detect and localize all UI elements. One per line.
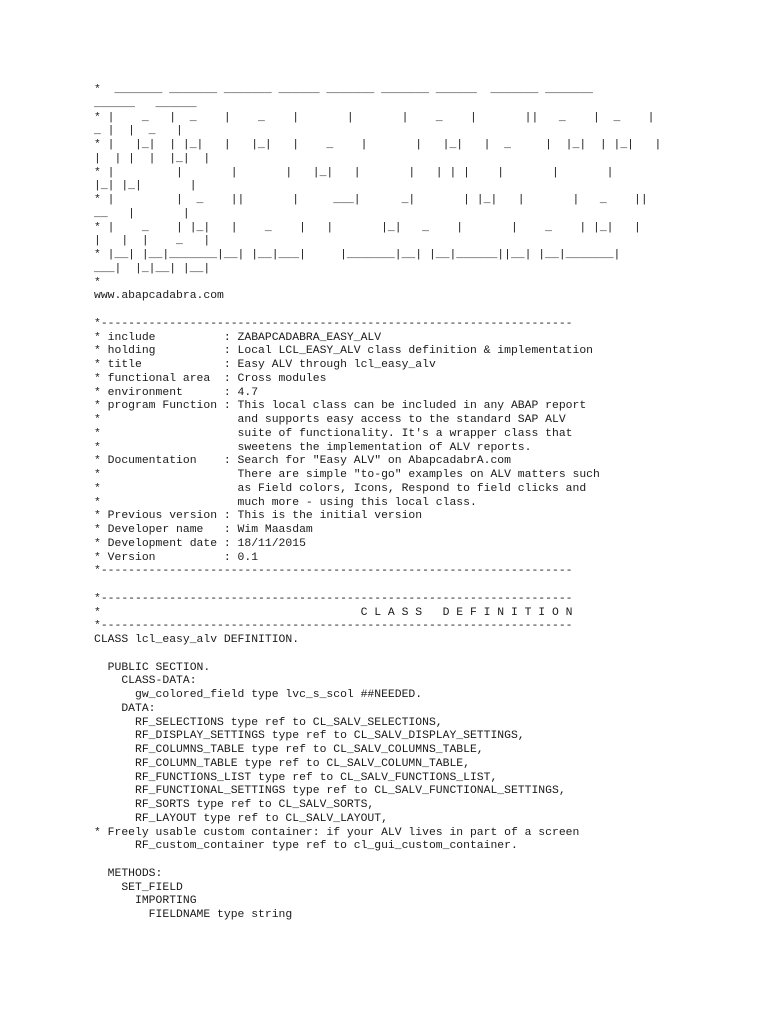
header-line: * much more - using this local class. — [94, 496, 477, 509]
banner-line: * |__| |__|_______|__| |__|___| |_______|__| |__|______||__| |__|_______| — [94, 249, 621, 261]
header-line: * holding : Local LCL_EASY_ALV class definition & implementation — [94, 345, 593, 358]
code-line: gw_colored_field type lvc_s_scol ##NEEDED. — [94, 689, 423, 701]
header-line: * program Function : This local class can be included in any ABAP report — [94, 400, 587, 413]
header-line: * Development date : 18/11/2015 — [94, 537, 306, 550]
code-line: CLASS-DATA: — [94, 675, 197, 688]
banner-line: * | | | | |_| | | | | | | | | — [94, 166, 614, 179]
code-line: FIELDNAME type string — [94, 909, 293, 921]
header-line: * Documentation : Search for "Easy ALV" on AbapcadabrA.com — [94, 455, 511, 468]
header-line: * Version : 0.1 — [94, 551, 259, 564]
header-line: * suite of functionality. It's a wrapper class that — [94, 427, 573, 440]
header-line: * Developer name : Wim Maasdam — [94, 524, 313, 536]
code-line: RF_COLUMNS_TABLE type ref to CL_SALV_COLUMNS_TABLE, — [94, 744, 484, 756]
code-line: PUBLIC SECTION. — [94, 661, 211, 674]
banner-line: __ | | — [94, 207, 190, 220]
code-line: METHODS: — [94, 867, 163, 880]
header-line: * as Field colors, Icons, Respond to field clicks and — [94, 482, 587, 495]
header-line: * sweetens the implementation of ALV reports. — [94, 441, 532, 454]
banner-line: * | _ | _ | _ | | | _ | || _ | _ | — [94, 111, 655, 124]
separator-line: *--------------------------------------------------------------------- — [94, 317, 573, 330]
code-line: RF_SELECTIONS type ref to CL_SALV_SELECTIONS, — [94, 716, 443, 729]
banner-line: * | _ | |_| | _ | | |_| _ | | _ | |_| | — [94, 221, 641, 234]
code-line: SET_FIELD — [94, 881, 183, 894]
separator-line: *--------------------------------------------------------------------- — [94, 565, 573, 578]
code-line: RF_DISPLAY_SETTINGS type ref to CL_SALV_DISPLAY_SETTINGS, — [94, 730, 525, 743]
code-line — [94, 854, 764, 868]
code-line: DATA: — [94, 702, 156, 715]
code-document — [94, 84, 764, 923]
header-comment-block — [94, 318, 764, 579]
code-line: IMPORTING — [94, 895, 197, 908]
banner-line: |_| |_| | — [94, 180, 197, 193]
section-title: * C L A S S D E F I N I T I O N — [94, 606, 573, 619]
ascii-banner — [94, 84, 764, 290]
code-line: RF_custom_container type ref to cl_gui_custom_container. — [94, 840, 518, 853]
header-line: * Previous version : This is the initial version — [94, 510, 423, 523]
banner-line: | | | _ | — [94, 235, 211, 248]
class-definition-banner — [94, 593, 764, 634]
header-line: * There are simple "to-go" examples on ALV matters such — [94, 469, 600, 481]
separator-line: *--------------------------------------------------------------------- — [94, 620, 573, 633]
banner-line: _ | | _ | — [94, 125, 183, 138]
website-url: www.abapcadabra.com — [94, 290, 224, 303]
code-line: CLASS lcl_easy_alv DEFINITION. — [94, 634, 300, 646]
header-line: * functional area : Cross modules — [94, 372, 327, 385]
code-block — [94, 634, 764, 923]
code-line: RF_COLUMN_TABLE type ref to CL_SALV_COLUMN_TABLE, — [94, 757, 470, 770]
banner-line: * | |_| | |_| | |_| | _ | | |_| | _ | |_| | |_| | — [94, 139, 662, 151]
banner-line: * _______ _______ _______ ______ _______ _______ ______ _______ _______ — [94, 84, 593, 96]
code-line: * Freely usable custom container: if your ALV lives in part of a screen — [94, 826, 580, 839]
banner-line: * | | _ || | ___| _| | |_| | | _ || — [94, 194, 648, 206]
code-line: RF_FUNCTIONS_LIST type ref to CL_SALV_FUNCTIONS_LIST, — [94, 771, 498, 784]
banner-line: | | | | |_| | — [94, 152, 211, 165]
code-line — [94, 648, 764, 662]
banner-line: ___| |_|__| |__| — [94, 262, 211, 275]
header-line: * and supports easy access to the standard SAP ALV — [94, 414, 566, 426]
header-line: * include : ZABAPCADABRA_EASY_ALV — [94, 331, 382, 344]
banner-line: * — [94, 276, 101, 289]
header-line: * title : Easy ALV through lcl_easy_alv — [94, 359, 436, 371]
separator-line: *--------------------------------------------------------------------- — [94, 592, 573, 605]
code-line: RF_SORTS type ref to CL_SALV_SORTS, — [94, 799, 375, 811]
code-line: RF_FUNCTIONAL_SETTINGS type ref to CL_SALV_FUNCTIONAL_SETTINGS, — [94, 785, 566, 798]
banner-line: ______ ______ — [94, 97, 197, 110]
code-line: RF_LAYOUT type ref to CL_SALV_LAYOUT, — [94, 812, 388, 825]
header-line: * environment : 4.7 — [94, 386, 259, 399]
